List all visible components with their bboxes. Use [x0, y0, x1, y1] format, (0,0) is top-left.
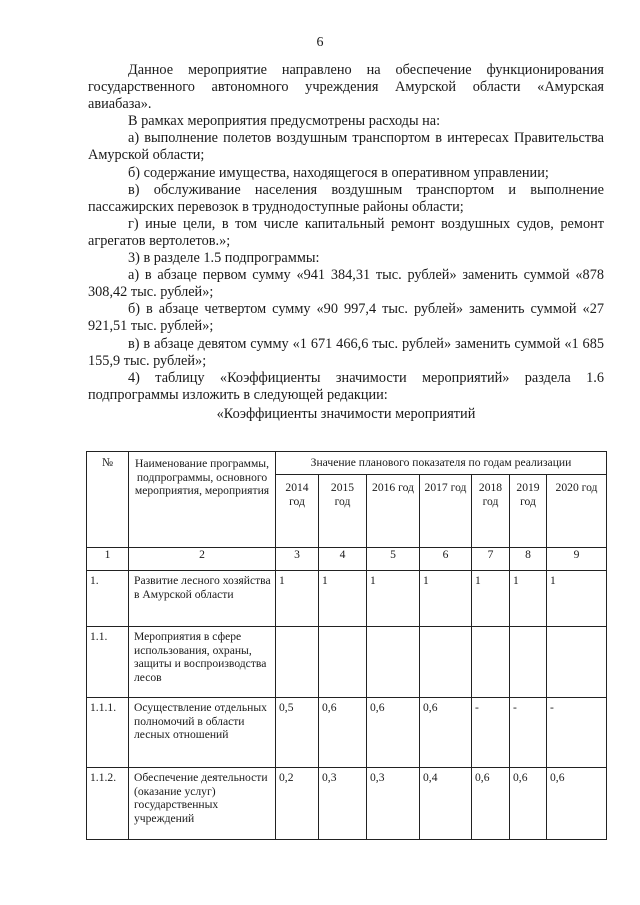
row-name: Осуществление отдельных полномочий в области лесных отношений [129, 698, 276, 768]
page-number: 6 [316, 35, 324, 50]
table-row [87, 571, 607, 627]
row-value: 0,6 [420, 698, 472, 768]
column-number: 9 [547, 548, 607, 571]
paragraph: б) содержание имущества, находящегося в оперативном управлении; [128, 164, 549, 181]
row-value [319, 627, 367, 698]
column-number: 7 [472, 548, 510, 571]
row-name: Развитие лесного хозяйства в Амурской области [129, 571, 276, 627]
paragraph: б) в абзаце четвертом сумму «90 997,4 тыс. рублей» заменить суммой «27 921,51 тыс. рублей»; [88, 301, 604, 335]
column-number: 8 [510, 548, 547, 571]
header-name: Наименование программы, подпрограммы, основного мероприятия, мероприятия [129, 452, 276, 548]
row-value: 1 [510, 571, 547, 627]
row-value [367, 627, 420, 698]
table-title: «Коэффициенты значимости мероприятий [216, 405, 476, 422]
row-value [420, 627, 472, 698]
paragraph: В рамках мероприятия предусмотрены расходы на: [128, 113, 441, 130]
column-number: 1 [87, 548, 129, 571]
row-number: 1.1.1. [87, 698, 129, 768]
row-value: 1 [472, 571, 510, 627]
header-row [87, 452, 607, 475]
table-row [87, 627, 607, 698]
header-group: Значение планового показателя по годам реализации [276, 452, 607, 475]
year-header: 2014 год [276, 475, 319, 548]
row-value: 0,4 [420, 768, 472, 840]
paragraph: в) в абзаце девятом сумму «1 671 466,6 тыс. рублей» заменить суммой «1 685 155,9 тыс. рублей»; [88, 335, 604, 369]
row-value: 0,2 [276, 768, 319, 840]
paragraph: 4) таблицу «Коэффициенты значимости мероприятий» раздела 1.6 подпрограммы изложить в следующей редакции: [88, 369, 604, 403]
year-header: 2020 год [547, 475, 607, 548]
column-number: 4 [319, 548, 367, 571]
row-value [276, 627, 319, 698]
body-text [88, 62, 604, 423]
row-value [510, 627, 547, 698]
row-value: 0,3 [319, 768, 367, 840]
row-number: 1. [87, 571, 129, 627]
column-number: 6 [420, 548, 472, 571]
row-value: 0,5 [276, 698, 319, 768]
row-value: 0,6 [472, 768, 510, 840]
row-value: 0,6 [319, 698, 367, 768]
year-header: 2019 год [510, 475, 547, 548]
row-value: 1 [547, 571, 607, 627]
paragraph: в) обслуживание населения воздушным транспортом и выполнение пассажирских перевозок в труднодоступные районы области; [88, 181, 604, 215]
row-name: Мероприятия в сфере использования, охраны, защиты и воспроизводства лесов [129, 627, 276, 698]
row-value [547, 627, 607, 698]
row-value: 0,6 [367, 698, 420, 768]
column-number-row [87, 548, 607, 571]
paragraph: а) выполнение полетов воздушным транспортом в интересах Правительства Амурской области; [88, 130, 604, 164]
row-value: 1 [367, 571, 420, 627]
row-number: 1.1.2. [87, 768, 129, 840]
row-value: - [510, 698, 547, 768]
table-row [87, 698, 607, 768]
paragraph: Данное мероприятие направлено на обеспечение функционирования государственного автономного учреждения Амурской области «Амурская авиабаза». [88, 62, 604, 113]
year-header: 2016 год [367, 475, 420, 548]
row-number: 1.1. [87, 627, 129, 698]
year-header: 2018 год [472, 475, 510, 548]
row-value: 0,3 [367, 768, 420, 840]
paragraph: а) в абзаце первом сумму «941 384,31 тыс. рублей» заменить суммой «878 308,42 тыс. рублей»; [88, 267, 604, 301]
paragraph: 3) в разделе 1.5 подпрограммы: [128, 250, 320, 267]
row-value: 1 [319, 571, 367, 627]
row-value: 0,6 [510, 768, 547, 840]
row-value: - [472, 698, 510, 768]
row-value: 1 [420, 571, 472, 627]
year-header: 2015 год [319, 475, 367, 548]
row-value [472, 627, 510, 698]
row-name: Обеспечение деятельности (оказание услуг) государственных учреждений [129, 768, 276, 840]
header-no: № [87, 452, 129, 548]
row-value: 0,6 [547, 768, 607, 840]
row-value: 1 [276, 571, 319, 627]
column-number: 3 [276, 548, 319, 571]
table-row [87, 768, 607, 840]
year-header: 2017 год [420, 475, 472, 548]
row-value: - [547, 698, 607, 768]
column-number: 2 [129, 548, 276, 571]
coefficients-table [86, 451, 607, 840]
column-number: 5 [367, 548, 420, 571]
paragraph: г) иные цели, в том числе капитальный ремонт воздушных судов, ремонт агрегатов вертолетов.»; [88, 215, 604, 249]
